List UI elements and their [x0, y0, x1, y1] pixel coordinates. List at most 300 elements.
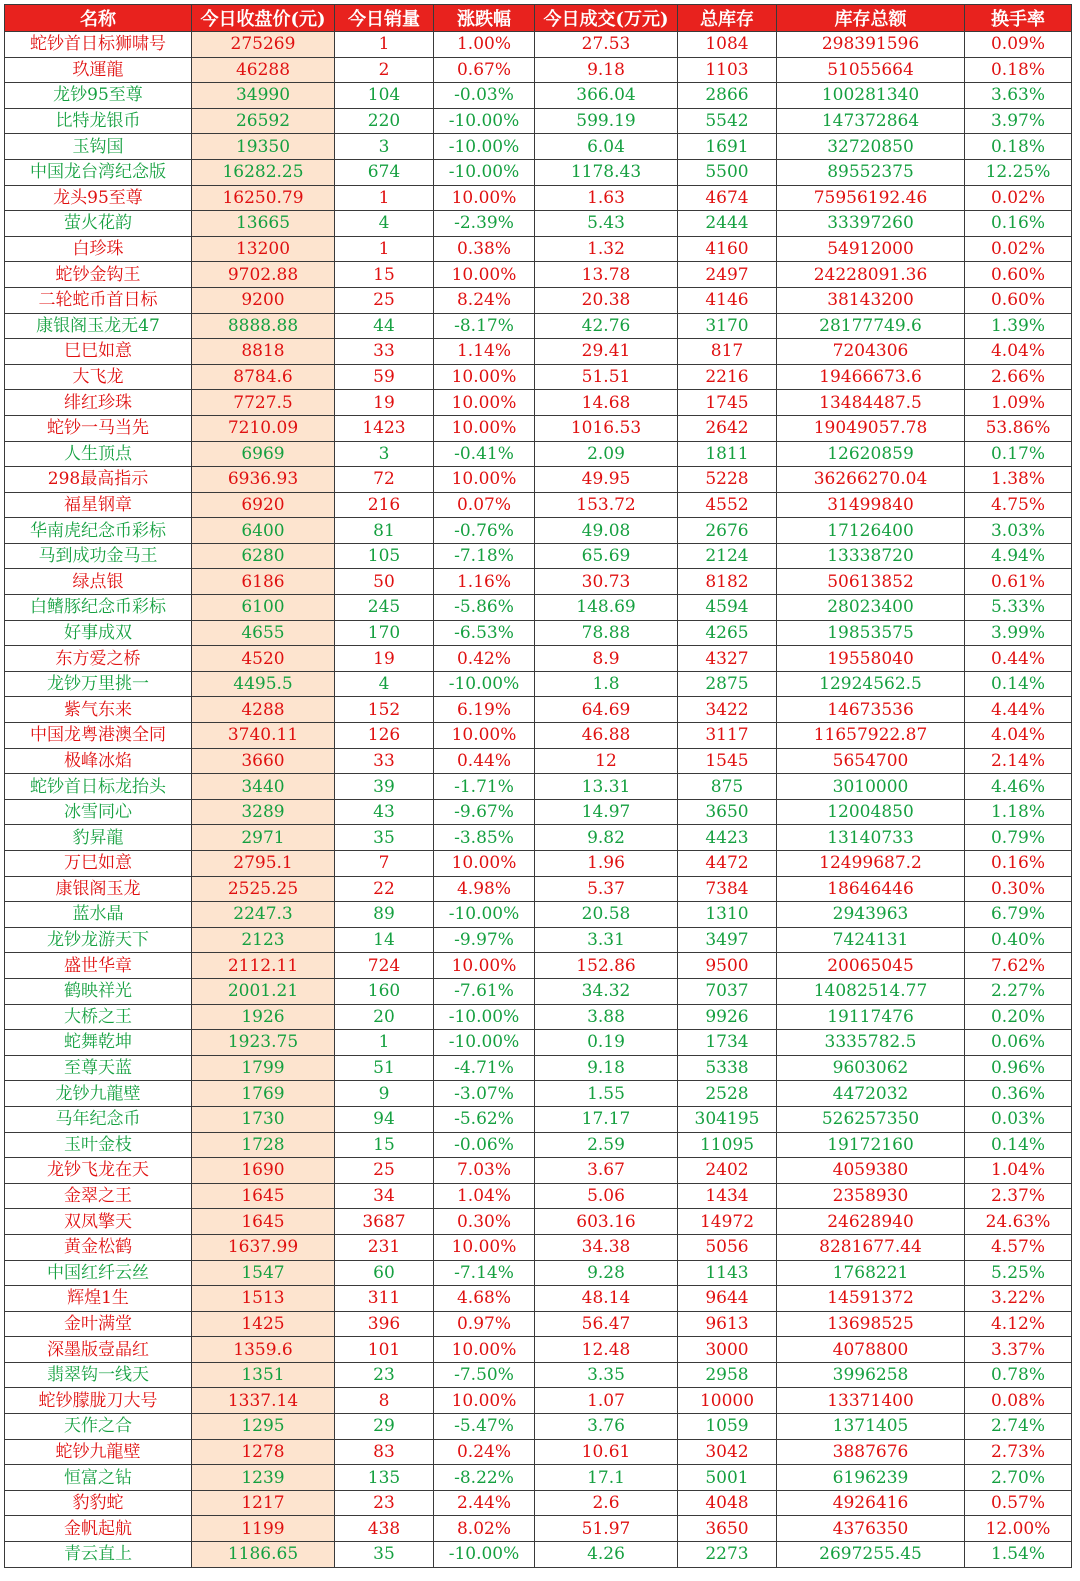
cell-inventory: 9613: [678, 1311, 777, 1337]
cell-name: 中国龙台湾纪念版: [5, 159, 192, 185]
cell-name: 万巳如意: [5, 851, 192, 877]
cell-turnover-rate: 1.54%: [965, 1542, 1072, 1568]
cell-name: 萤火花韵: [5, 211, 192, 237]
cell-change: -7.14%: [434, 1260, 535, 1286]
cell-inventory-value: 24228091.36: [777, 262, 965, 288]
header-close-price: 今日收盘价(元): [192, 5, 335, 32]
cell-turnover: 2.59: [535, 1132, 678, 1158]
cell-sales: 170: [335, 620, 434, 646]
cell-turnover-rate: 1.38%: [965, 467, 1072, 493]
cell-inventory-value: 33397260: [777, 211, 965, 237]
cell-turnover: 3.31: [535, 927, 678, 953]
cell-turnover-rate: 4.04%: [965, 723, 1072, 749]
cell-inventory: 4552: [678, 492, 777, 518]
cell-name: 人生顶点: [5, 441, 192, 467]
cell-inventory: 1811: [678, 441, 777, 467]
cell-turnover: 20.38: [535, 287, 678, 313]
cell-turnover: 64.69: [535, 697, 678, 723]
cell-name: 金帆起航: [5, 1516, 192, 1542]
cell-inventory-value: 19172160: [777, 1132, 965, 1158]
cell-close-price: 16282.25: [192, 159, 335, 185]
cell-inventory-value: 2358930: [777, 1183, 965, 1209]
cell-inventory: 304195: [678, 1106, 777, 1132]
cell-inventory-value: 32720850: [777, 134, 965, 160]
table-row: [5, 415, 1072, 441]
cell-inventory-value: 14082514.77: [777, 978, 965, 1004]
cell-name: 蓝水晶: [5, 902, 192, 928]
cell-change: 10.00%: [434, 851, 535, 877]
cell-change: -7.61%: [434, 978, 535, 1004]
cell-inventory-value: 11657922.87: [777, 723, 965, 749]
cell-change: -3.07%: [434, 1081, 535, 1107]
header-inventory-value: 库存总额: [777, 5, 965, 32]
cell-inventory-value: 13484487.5: [777, 390, 965, 416]
cell-close-price: 6400: [192, 518, 335, 544]
cell-turnover: 29.41: [535, 339, 678, 365]
cell-inventory-value: 28177749.6: [777, 313, 965, 339]
cell-name: 玉叶金枝: [5, 1132, 192, 1158]
cell-turnover-rate: 0.16%: [965, 851, 1072, 877]
table-row: [5, 723, 1072, 749]
cell-inventory: 5500: [678, 159, 777, 185]
cell-name: 金翠之王: [5, 1183, 192, 1209]
cell-change: 1.14%: [434, 339, 535, 365]
cell-turnover-rate: 4.75%: [965, 492, 1072, 518]
cell-close-price: 1690: [192, 1158, 335, 1184]
cell-close-price: 1799: [192, 1055, 335, 1081]
cell-turnover: 1.32: [535, 236, 678, 262]
cell-turnover-rate: 4.94%: [965, 543, 1072, 569]
cell-inventory: 1059: [678, 1414, 777, 1440]
cell-turnover: 49.08: [535, 518, 678, 544]
cell-inventory-value: 89552375: [777, 159, 965, 185]
cell-inventory: 11095: [678, 1132, 777, 1158]
cell-turnover-rate: 6.79%: [965, 902, 1072, 928]
table-row: [5, 313, 1072, 339]
cell-close-price: 9200: [192, 287, 335, 313]
cell-inventory: 2528: [678, 1081, 777, 1107]
cell-change: 0.67%: [434, 57, 535, 83]
cell-inventory: 7384: [678, 876, 777, 902]
cell-change: 0.38%: [434, 236, 535, 262]
cell-turnover-rate: 4.04%: [965, 339, 1072, 365]
cell-name: 龙钞95至尊: [5, 83, 192, 109]
cell-change: 10.00%: [434, 467, 535, 493]
table-row: [5, 646, 1072, 672]
cell-name: 玖運龍: [5, 57, 192, 83]
cell-close-price: 1199: [192, 1516, 335, 1542]
cell-sales: 29: [335, 1414, 434, 1440]
cell-inventory-value: 19049057.78: [777, 415, 965, 441]
cell-close-price: 1923.75: [192, 1030, 335, 1056]
cell-inventory-value: 14591372: [777, 1286, 965, 1312]
cell-name: 东方爱之桥: [5, 646, 192, 672]
cell-turnover: 599.19: [535, 108, 678, 134]
cell-turnover-rate: 0.03%: [965, 1106, 1072, 1132]
cell-close-price: 8888.88: [192, 313, 335, 339]
cell-change: -10.00%: [434, 134, 535, 160]
table-row: [5, 595, 1072, 621]
price-table: [4, 4, 1072, 1568]
cell-inventory-value: 8281677.44: [777, 1234, 965, 1260]
cell-inventory-value: 13371400: [777, 1388, 965, 1414]
cell-turnover: 1.96: [535, 851, 678, 877]
cell-sales: 83: [335, 1439, 434, 1465]
cell-name: 鹤映祥光: [5, 978, 192, 1004]
cell-inventory: 3042: [678, 1439, 777, 1465]
table-row: [5, 543, 1072, 569]
table-row: [5, 825, 1072, 851]
cell-turnover-rate: 0.79%: [965, 825, 1072, 851]
cell-inventory-value: 526257350: [777, 1106, 965, 1132]
cell-sales: 438: [335, 1516, 434, 1542]
cell-name: 恒富之钻: [5, 1465, 192, 1491]
cell-turnover: 1.8: [535, 671, 678, 697]
cell-change: -7.18%: [434, 543, 535, 569]
cell-sales: 34: [335, 1183, 434, 1209]
cell-close-price: 8818: [192, 339, 335, 365]
cell-turnover-rate: 2.14%: [965, 748, 1072, 774]
cell-inventory: 875: [678, 774, 777, 800]
cell-turnover: 0.19: [535, 1030, 678, 1056]
cell-inventory-value: 75956192.46: [777, 185, 965, 211]
cell-inventory-value: 19853575: [777, 620, 965, 646]
cell-inventory-value: 4472032: [777, 1081, 965, 1107]
cell-close-price: 2525.25: [192, 876, 335, 902]
table-row: [5, 1388, 1072, 1414]
cell-change: -8.22%: [434, 1465, 535, 1491]
cell-sales: 15: [335, 1132, 434, 1158]
cell-turnover-rate: 4.46%: [965, 774, 1072, 800]
cell-inventory: 2676: [678, 518, 777, 544]
cell-inventory-value: 100281340: [777, 83, 965, 109]
cell-change: -10.00%: [434, 159, 535, 185]
cell-change: 7.03%: [434, 1158, 535, 1184]
table-row: [5, 441, 1072, 467]
cell-close-price: 8784.6: [192, 364, 335, 390]
header-turnover: 今日成交(万元): [535, 5, 678, 32]
cell-inventory: 1434: [678, 1183, 777, 1209]
table-row: [5, 697, 1072, 723]
cell-close-price: 6186: [192, 569, 335, 595]
table-row: [5, 492, 1072, 518]
cell-close-price: 1359.6: [192, 1337, 335, 1363]
cell-inventory: 2124: [678, 543, 777, 569]
cell-name: 好事成双: [5, 620, 192, 646]
cell-inventory-value: 19117476: [777, 1004, 965, 1030]
cell-name: 比特龙银币: [5, 108, 192, 134]
cell-name: 紫气东来: [5, 697, 192, 723]
cell-inventory: 5228: [678, 467, 777, 493]
cell-turnover: 153.72: [535, 492, 678, 518]
cell-name: 双凤擎天: [5, 1209, 192, 1235]
cell-turnover: 34.38: [535, 1234, 678, 1260]
cell-close-price: 13665: [192, 211, 335, 237]
table-row: [5, 390, 1072, 416]
cell-name: 二轮蛇币首日标: [5, 287, 192, 313]
table-row: [5, 1158, 1072, 1184]
cell-name: 大桥之王: [5, 1004, 192, 1030]
cell-inventory: 2216: [678, 364, 777, 390]
cell-turnover: 14.68: [535, 390, 678, 416]
cell-inventory-value: 2943963: [777, 902, 965, 928]
cell-change: -10.00%: [434, 1004, 535, 1030]
cell-turnover: 2.09: [535, 441, 678, 467]
cell-turnover: 30.73: [535, 569, 678, 595]
cell-name: 298最高指示: [5, 467, 192, 493]
cell-change: -8.17%: [434, 313, 535, 339]
cell-inventory-value: 3335782.5: [777, 1030, 965, 1056]
cell-inventory-value: 18646446: [777, 876, 965, 902]
cell-turnover: 1.07: [535, 1388, 678, 1414]
cell-turnover: 12.48: [535, 1337, 678, 1363]
cell-turnover-rate: 0.14%: [965, 671, 1072, 697]
cell-sales: 25: [335, 1158, 434, 1184]
cell-turnover: 34.32: [535, 978, 678, 1004]
cell-turnover: 148.69: [535, 595, 678, 621]
cell-sales: 126: [335, 723, 434, 749]
cell-name: 蛇钞首日标狮啸号: [5, 32, 192, 58]
cell-inventory-value: 147372864: [777, 108, 965, 134]
cell-name: 龙头95至尊: [5, 185, 192, 211]
cell-name: 极峰冰焰: [5, 748, 192, 774]
cell-turnover: 6.04: [535, 134, 678, 160]
cell-inventory-value: 51055664: [777, 57, 965, 83]
cell-change: 10.00%: [434, 1234, 535, 1260]
cell-name: 盛世华章: [5, 953, 192, 979]
cell-inventory-value: 17126400: [777, 518, 965, 544]
cell-turnover: 1.63: [535, 185, 678, 211]
cell-inventory-value: 4078800: [777, 1337, 965, 1363]
cell-inventory: 3117: [678, 723, 777, 749]
cell-sales: 19: [335, 646, 434, 672]
cell-change: -9.97%: [434, 927, 535, 953]
cell-inventory: 1103: [678, 57, 777, 83]
table-row: [5, 1516, 1072, 1542]
cell-inventory-value: 12620859: [777, 441, 965, 467]
cell-change: -10.00%: [434, 108, 535, 134]
cell-turnover: 13.78: [535, 262, 678, 288]
table-row: [5, 32, 1072, 58]
table-row: [5, 236, 1072, 262]
cell-turnover: 42.76: [535, 313, 678, 339]
table-row: [5, 1234, 1072, 1260]
cell-inventory: 817: [678, 339, 777, 365]
cell-sales: 220: [335, 108, 434, 134]
cell-sales: 59: [335, 364, 434, 390]
cell-inventory: 2958: [678, 1362, 777, 1388]
cell-turnover-rate: 0.96%: [965, 1055, 1072, 1081]
cell-change: -5.47%: [434, 1414, 535, 1440]
cell-change: 10.00%: [434, 1337, 535, 1363]
cell-sales: 50: [335, 569, 434, 595]
cell-name: 龙钞龙游天下: [5, 927, 192, 953]
cell-inventory-value: 54912000: [777, 236, 965, 262]
cell-sales: 245: [335, 595, 434, 621]
table-row: [5, 211, 1072, 237]
cell-name: 马年纪念币: [5, 1106, 192, 1132]
cell-close-price: 6100: [192, 595, 335, 621]
cell-close-price: 1637.99: [192, 1234, 335, 1260]
cell-turnover: 3.88: [535, 1004, 678, 1030]
table-row: [5, 1081, 1072, 1107]
cell-inventory: 8182: [678, 569, 777, 595]
cell-name: 翡翠钩一线天: [5, 1362, 192, 1388]
cell-change: 4.98%: [434, 876, 535, 902]
cell-name: 至尊天蓝: [5, 1055, 192, 1081]
cell-name: 辉煌1生: [5, 1286, 192, 1312]
cell-inventory: 2866: [678, 83, 777, 109]
cell-inventory: 5542: [678, 108, 777, 134]
table-row: [5, 927, 1072, 953]
cell-turnover: 13.31: [535, 774, 678, 800]
header-inventory: 总库存: [678, 5, 777, 32]
cell-sales: 94: [335, 1106, 434, 1132]
cell-inventory: 4423: [678, 825, 777, 851]
cell-sales: 4: [335, 211, 434, 237]
cell-sales: 72: [335, 467, 434, 493]
cell-change: 1.16%: [434, 569, 535, 595]
cell-close-price: 7727.5: [192, 390, 335, 416]
cell-name: 绿点银: [5, 569, 192, 595]
cell-inventory: 9500: [678, 953, 777, 979]
cell-turnover-rate: 3.37%: [965, 1337, 1072, 1363]
table-row: [5, 620, 1072, 646]
price-table-container: [4, 4, 1071, 1568]
cell-turnover-rate: 12.25%: [965, 159, 1072, 185]
cell-close-price: 3440: [192, 774, 335, 800]
cell-name: 马到成功金马王: [5, 543, 192, 569]
cell-inventory-value: 1371405: [777, 1414, 965, 1440]
cell-close-price: 1425: [192, 1311, 335, 1337]
cell-inventory: 4594: [678, 595, 777, 621]
cell-inventory: 2642: [678, 415, 777, 441]
cell-close-price: 1295: [192, 1414, 335, 1440]
cell-change: -0.41%: [434, 441, 535, 467]
cell-inventory-value: 4059380: [777, 1158, 965, 1184]
cell-inventory: 1084: [678, 32, 777, 58]
cell-change: -0.76%: [434, 518, 535, 544]
cell-change: 10.00%: [434, 723, 535, 749]
cell-sales: 2: [335, 57, 434, 83]
cell-inventory-value: 4926416: [777, 1490, 965, 1516]
cell-turnover-rate: 4.57%: [965, 1234, 1072, 1260]
cell-sales: 311: [335, 1286, 434, 1312]
cell-inventory: 2497: [678, 262, 777, 288]
cell-change: 10.00%: [434, 390, 535, 416]
cell-turnover: 27.53: [535, 32, 678, 58]
cell-name: 华南虎纪念币彩标: [5, 518, 192, 544]
cell-inventory: 4146: [678, 287, 777, 313]
cell-sales: 105: [335, 543, 434, 569]
cell-close-price: 3289: [192, 799, 335, 825]
cell-turnover-rate: 0.02%: [965, 236, 1072, 262]
cell-sales: 33: [335, 748, 434, 774]
cell-turnover: 5.43: [535, 211, 678, 237]
table-row: [5, 134, 1072, 160]
cell-sales: 60: [335, 1260, 434, 1286]
cell-close-price: 3740.11: [192, 723, 335, 749]
cell-close-price: 13200: [192, 236, 335, 262]
cell-inventory-value: 6196239: [777, 1465, 965, 1491]
cell-inventory: 2273: [678, 1542, 777, 1568]
cell-sales: 3: [335, 134, 434, 160]
cell-turnover-rate: 24.63%: [965, 1209, 1072, 1235]
cell-turnover-rate: 2.37%: [965, 1183, 1072, 1209]
cell-turnover-rate: 7.62%: [965, 953, 1072, 979]
table-row: [5, 953, 1072, 979]
cell-inventory-value: 38143200: [777, 287, 965, 313]
cell-sales: 160: [335, 978, 434, 1004]
table-row: [5, 339, 1072, 365]
cell-change: 8.24%: [434, 287, 535, 313]
cell-change: 1.04%: [434, 1183, 535, 1209]
table-row: [5, 1337, 1072, 1363]
cell-sales: 231: [335, 1234, 434, 1260]
cell-turnover: 4.26: [535, 1542, 678, 1568]
table-row: [5, 1132, 1072, 1158]
cell-name: 龙钞万里挑一: [5, 671, 192, 697]
cell-inventory: 4327: [678, 646, 777, 672]
table-row: [5, 1362, 1072, 1388]
header-sales: 今日销量: [335, 5, 434, 32]
cell-change: 10.00%: [434, 1388, 535, 1414]
cell-close-price: 9702.88: [192, 262, 335, 288]
cell-close-price: 1728: [192, 1132, 335, 1158]
cell-close-price: 1513: [192, 1286, 335, 1312]
cell-sales: 81: [335, 518, 434, 544]
cell-turnover-rate: 5.25%: [965, 1260, 1072, 1286]
cell-inventory: 3000: [678, 1337, 777, 1363]
table-row: [5, 1490, 1072, 1516]
cell-inventory-value: 2697255.45: [777, 1542, 965, 1568]
cell-change: -10.00%: [434, 1542, 535, 1568]
cell-name: 中国龙粤港澳全同: [5, 723, 192, 749]
cell-turnover: 49.95: [535, 467, 678, 493]
cell-change: 10.00%: [434, 364, 535, 390]
cell-close-price: 46288: [192, 57, 335, 83]
cell-turnover: 603.16: [535, 1209, 678, 1235]
cell-close-price: 4288: [192, 697, 335, 723]
cell-close-price: 4520: [192, 646, 335, 672]
cell-turnover-rate: 2.27%: [965, 978, 1072, 1004]
cell-sales: 101: [335, 1337, 434, 1363]
cell-sales: 20: [335, 1004, 434, 1030]
cell-close-price: 4655: [192, 620, 335, 646]
cell-turnover-rate: 0.30%: [965, 876, 1072, 902]
cell-turnover: 17.17: [535, 1106, 678, 1132]
cell-turnover-rate: 2.74%: [965, 1414, 1072, 1440]
cell-turnover-rate: 3.22%: [965, 1286, 1072, 1312]
cell-turnover: 152.86: [535, 953, 678, 979]
cell-turnover: 3.76: [535, 1414, 678, 1440]
cell-change: 0.07%: [434, 492, 535, 518]
cell-change: 2.44%: [434, 1490, 535, 1516]
cell-inventory-value: 13140733: [777, 825, 965, 851]
cell-sales: 1: [335, 32, 434, 58]
cell-inventory: 9644: [678, 1286, 777, 1312]
cell-turnover-rate: 3.63%: [965, 83, 1072, 109]
cell-turnover-rate: 2.70%: [965, 1465, 1072, 1491]
cell-close-price: 2123: [192, 927, 335, 953]
cell-inventory: 1143: [678, 1260, 777, 1286]
cell-name: 黄金松鹤: [5, 1234, 192, 1260]
table-row: [5, 1542, 1072, 1568]
cell-close-price: 1547: [192, 1260, 335, 1286]
cell-sales: 1: [335, 236, 434, 262]
cell-close-price: 34990: [192, 83, 335, 109]
header-name: 名称: [5, 5, 192, 32]
